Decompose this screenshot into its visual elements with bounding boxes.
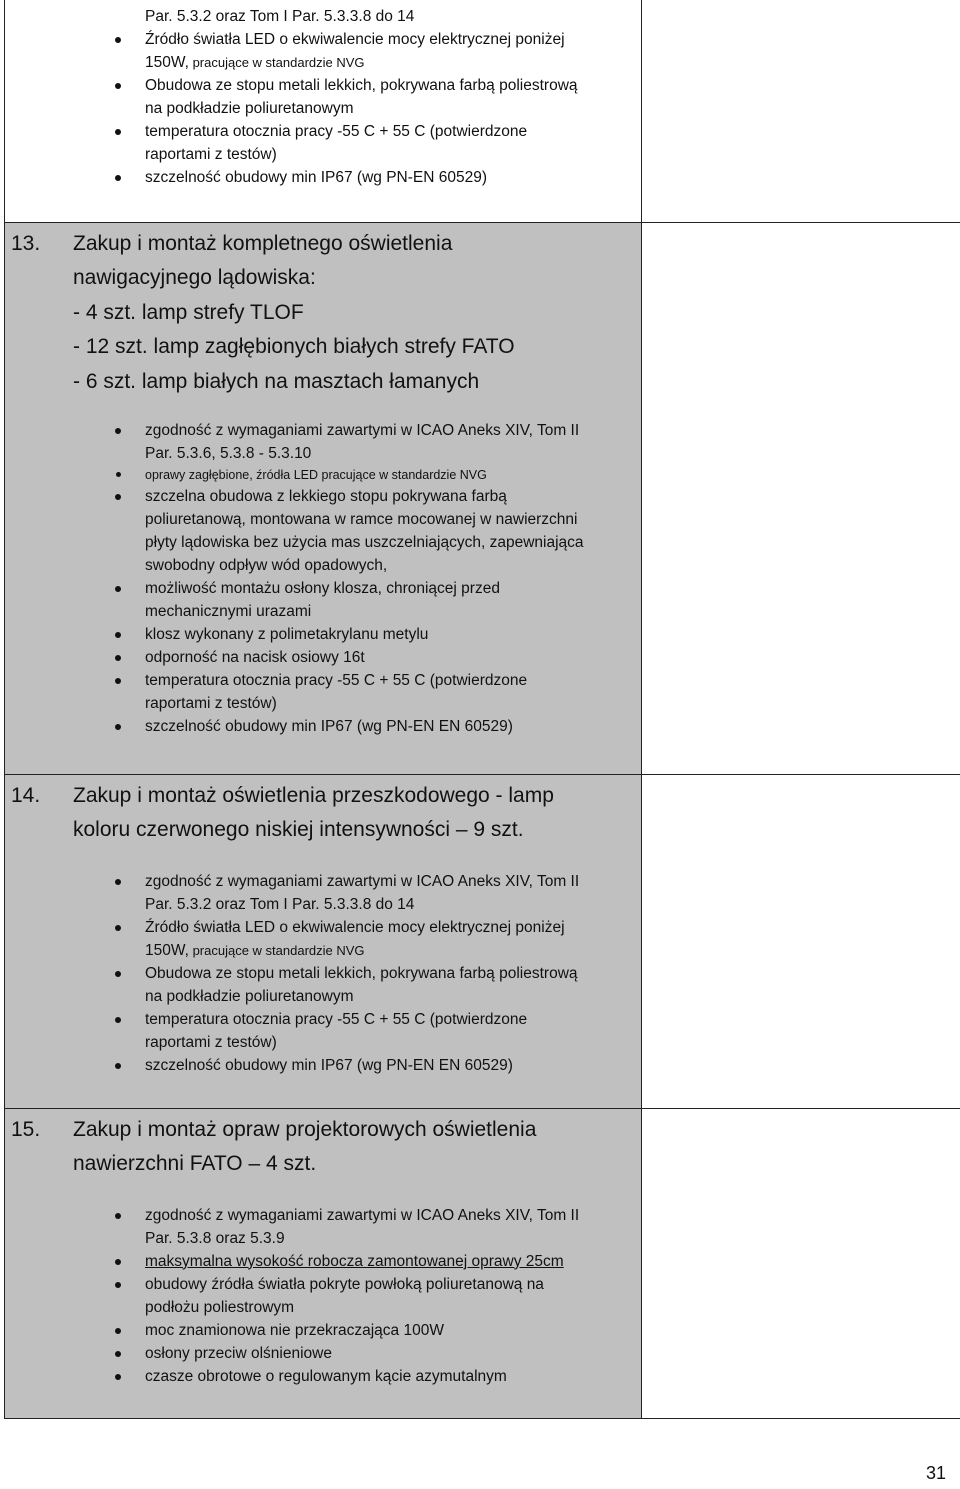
table-row xyxy=(5,1108,960,1418)
table-row xyxy=(5,774,960,1108)
list-item: odporność na nacisk osiowy 16t xyxy=(145,646,641,669)
item-number: 13. xyxy=(11,231,41,255)
list-item: moc znamionowa nie przekraczająca 100W xyxy=(145,1319,641,1342)
list-item: osłony przeciw olśnieniowe xyxy=(145,1342,641,1365)
value-cell xyxy=(642,222,960,774)
bullet-list xyxy=(5,28,641,189)
list-item: klosz wykonany z polimetakrylanu metylu xyxy=(145,623,641,646)
list-item: oprawy zagłębione, źródła LED pracujące w standardzie NVG xyxy=(145,465,641,485)
specification-table xyxy=(4,0,960,1419)
list-item: zgodność z wymaganiami zawartymi w ICAO Aneks XIV, Tom II Par. 5.3.8 oraz 5.3.9 xyxy=(145,1204,641,1250)
list-item: szczelność obudowy min IP67 (wg PN-EN EN 60529) xyxy=(145,715,641,738)
list-item: Źródło światła LED o ekwiwalencie mocy elektrycznej poniżej 150W, pracujące w standardzie NVG xyxy=(145,28,641,74)
list-item: czasze obrotowe o regulowanym kącie azymutalnym xyxy=(145,1365,641,1388)
description-cell xyxy=(5,1108,642,1418)
item-number: 14. xyxy=(11,783,41,807)
description-cell xyxy=(5,222,642,774)
item-title: Zakup i montaż opraw projektorowych oświetlenia nawierzchni FATO – 4 szt. xyxy=(73,1117,537,1175)
value-cell xyxy=(642,774,960,1108)
page-number: 31 xyxy=(925,1463,946,1483)
value-cell xyxy=(642,0,960,222)
item-12-continuation xyxy=(5,0,641,189)
list-item: Źródło światła LED o ekwiwalencie mocy elektrycznej poniżej 150W, pracujące w standardzie NVG xyxy=(145,916,641,962)
list-item: obudowy źródła światła pokryte powłoką poliuretanową na podłożu poliestrowym xyxy=(145,1273,641,1319)
list-item: zgodność z wymaganiami zawartymi w ICAO Aneks XIV, Tom II Par. 5.3.6, 5.3.8 - 5.3.10 xyxy=(145,419,641,465)
list-item: zgodność z wymaganiami zawartymi w ICAO Aneks XIV, Tom II Par. 5.3.2 oraz Tom I Par. 5.3.3.8 do 14 xyxy=(145,870,641,916)
value-cell xyxy=(642,1108,960,1418)
table-row xyxy=(5,0,960,222)
bullet-list xyxy=(5,419,641,738)
list-item: szczelność obudowy min IP67 (wg PN-EN EN 60529) xyxy=(145,1054,641,1077)
item-title: Zakup i montaż oświetlenia przeszkodowego - lamp koloru czerwonego niskiej intensywności – 9 szt. xyxy=(73,783,554,841)
description-cell xyxy=(5,774,642,1108)
item-header xyxy=(5,1109,641,1182)
item-number: 15. xyxy=(11,1117,41,1141)
list-item: szczelność obudowy min IP67 (wg PN-EN 60529) xyxy=(145,166,641,189)
list-item: Obudowa ze stopu metali lekkich, pokrywana farbą poliestrową na podkładzie poliuretanowym xyxy=(145,962,641,1008)
list-item: maksymalna wysokość robocza zamontowanej oprawy 25cm xyxy=(145,1250,641,1273)
list-item: Obudowa ze stopu metali lekkich, pokrywana farbą poliestrową na podkładzie poliuretanowym xyxy=(145,74,641,120)
item-header xyxy=(5,775,641,848)
item-title: Zakup i montaż kompletnego oświetlenia nawigacyjnego lądowiska: - 4 szt. lamp strefy TLOF - 12 szt. lamp zagłębionych białych strefy FATO - 6 szt. lamp białych na masztach łamanych xyxy=(73,231,515,393)
table-row xyxy=(5,222,960,774)
list-item: temperatura otocznia pracy -55 C + 55 C (potwierdzone raportami z testów) xyxy=(145,120,641,166)
description-cell xyxy=(5,0,642,222)
continuation-line: Par. 5.3.2 oraz Tom I Par. 5.3.3.8 do 14 xyxy=(145,8,415,25)
list-item: szczelna obudowa z lekkiego stopu pokrywana farbą poliuretanową, montowana w ramce mocowanej w nawierzchni płyty lądowiska bez użycia mas uszczelniających, zapewniająca swobodny odpływ wód opadowych, xyxy=(145,485,641,577)
list-item: temperatura otocznia pracy -55 C + 55 C (potwierdzone raportami z testów) xyxy=(145,669,641,715)
list-item: możliwość montażu osłony klosza, chroniącej przed mechanicznymi urazami xyxy=(145,577,641,623)
bullet-list xyxy=(5,870,641,1077)
item-header xyxy=(5,223,641,400)
list-item: temperatura otocznia pracy -55 C + 55 C (potwierdzone raportami z testów) xyxy=(145,1008,641,1054)
bullet-list xyxy=(5,1204,641,1388)
